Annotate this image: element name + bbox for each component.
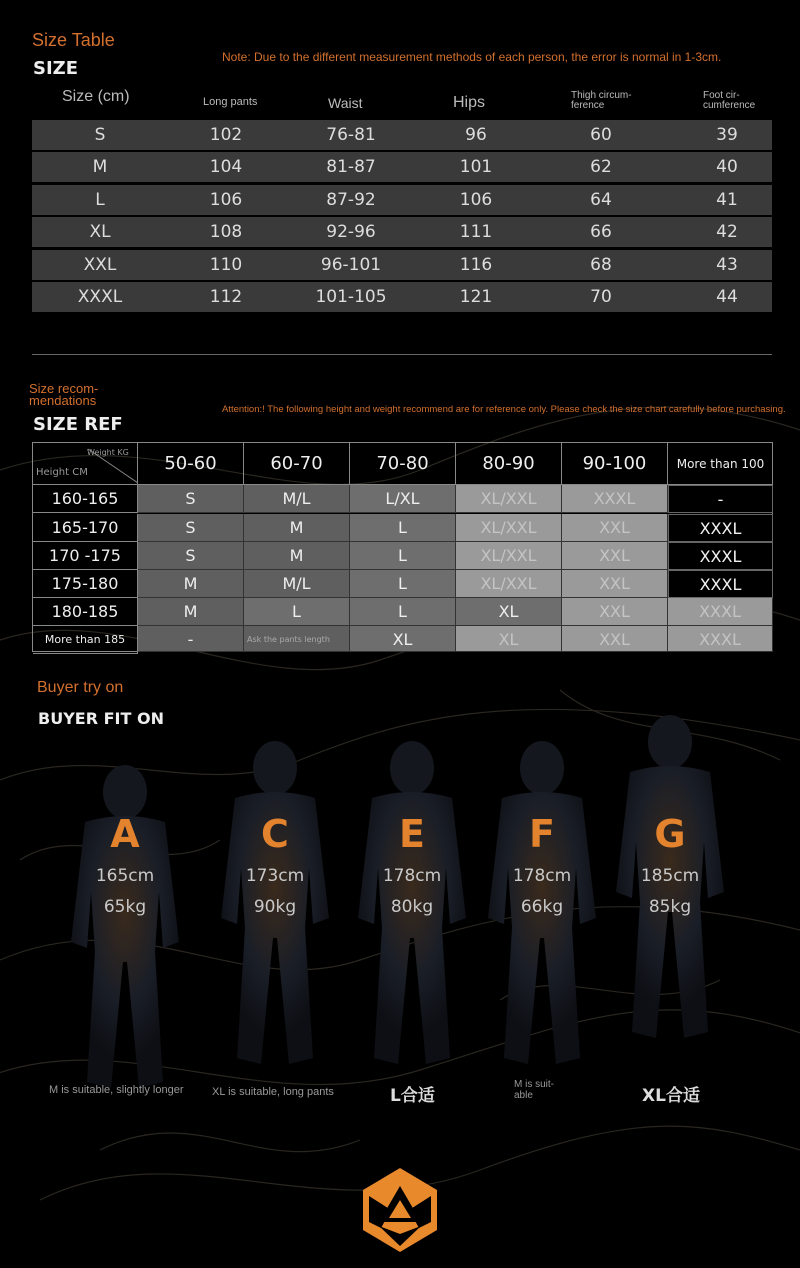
- size-ref-cell: M/L: [244, 570, 350, 598]
- model-fit-note: M is suitable, slightly longer: [49, 1084, 184, 1096]
- buyer-title-cn: Buyer try on: [37, 679, 124, 696]
- size-row: [32, 282, 772, 312]
- size-label: L: [95, 189, 105, 210]
- corner-height: Height CM: [36, 467, 88, 478]
- size-ref-cell: XL/XXL: [456, 570, 562, 598]
- height-row-header: 170 -175: [33, 542, 138, 570]
- size-ref-cell: XL/XXL: [456, 542, 562, 570]
- size-ref-cell: XL: [456, 626, 562, 652]
- model-height: 178cm: [382, 866, 442, 886]
- size-value: 68: [590, 254, 612, 275]
- size-value: 41: [716, 189, 738, 210]
- size-ref-note: Attention:! The following height and weight recommend are for reference only. Please check the size chart carefully before purchasing.: [222, 404, 786, 415]
- model-fit-note: XL is suitable, long pants: [212, 1086, 334, 1098]
- size-ref-cell: XL: [456, 598, 562, 626]
- size-value: 87-92: [326, 189, 376, 210]
- size-row: [32, 120, 772, 150]
- size-label: XXL: [83, 254, 117, 275]
- size-row: [32, 217, 772, 247]
- weight-col-header: 80-90: [456, 443, 562, 485]
- header-foot: Foot cir- cumference: [703, 90, 756, 111]
- size-value: 70: [590, 286, 612, 307]
- size-row: [32, 152, 772, 182]
- size-ref-title-cn: Size recom- mendations: [29, 381, 99, 408]
- size-value: 81-87: [326, 157, 376, 178]
- size-ref-cell: S: [138, 485, 244, 513]
- size-value: 66: [590, 222, 612, 243]
- size-ref-cell: XXXL: [668, 570, 773, 598]
- header-long-pants: Long pants: [203, 96, 258, 108]
- size-table-note: Note: Due to the different measurement methods of each person, the error is normal in 1-3cm.: [222, 50, 722, 64]
- height-row-header: 180-185: [33, 598, 138, 626]
- size-value: 76-81: [326, 125, 376, 145]
- size-value: 43: [716, 254, 738, 275]
- size-value: 102: [209, 125, 243, 145]
- size-ref-cell: XXL: [562, 626, 668, 652]
- size-ref-cell: L: [244, 598, 350, 626]
- model-fit-note: L合适: [390, 1086, 435, 1106]
- size-value: 101-105: [315, 286, 387, 307]
- size-label: XXXL: [77, 286, 123, 307]
- height-row-header: 160-165: [33, 485, 138, 513]
- weight-col-header: 50-60: [138, 443, 244, 485]
- size-ref-cell: L: [350, 598, 456, 626]
- model-height: 173cm: [245, 866, 305, 886]
- size-value: 40: [716, 157, 738, 178]
- size-value: 42: [716, 222, 738, 243]
- size-table-title-cn: Size Table: [32, 30, 115, 50]
- divider: [32, 354, 772, 355]
- size-value: 121: [459, 286, 493, 307]
- size-value: 60: [590, 125, 612, 145]
- size-table-body: [32, 120, 772, 314]
- model-height: 165cm: [95, 866, 155, 886]
- size-ref-cell: XL: [350, 626, 456, 652]
- size-ref-cell: XXXL: [562, 485, 668, 513]
- size-value: 108: [209, 222, 243, 243]
- size-ref-cell: XXXL: [668, 598, 773, 626]
- size-ref-cell: XXXL: [668, 542, 773, 570]
- size-ref-cell: -: [138, 626, 244, 652]
- size-table-title: SIZE: [33, 58, 79, 79]
- model-letter: A: [110, 812, 140, 856]
- size-value: 110: [209, 254, 243, 275]
- model-height: 185cm: [640, 866, 700, 886]
- size-ref-cell: S: [138, 542, 244, 570]
- size-ref-cell: XXL: [562, 542, 668, 570]
- header-hips: Hips: [453, 94, 486, 111]
- size-ref-cell: XL/XXL: [456, 485, 562, 513]
- weight-col-header: 90-100: [562, 443, 668, 485]
- size-ref-cell: L: [350, 542, 456, 570]
- size-value: 44: [716, 286, 738, 307]
- size-ref-cell: Ask the pants length: [244, 626, 350, 652]
- size-value: 106: [459, 189, 493, 210]
- model-fit-note: XL合适: [642, 1086, 700, 1106]
- weight-col-header: More than 100: [668, 443, 773, 485]
- size-ref-cell: XXXL: [668, 626, 773, 652]
- size-ref-cell: M: [244, 514, 350, 542]
- size-value: 111: [459, 222, 493, 243]
- model-weight: 80kg: [390, 897, 434, 917]
- size-ref-cell: L: [350, 570, 456, 598]
- size-label: M: [92, 157, 108, 178]
- size-ref-cell: S: [138, 514, 244, 542]
- size-value: 39: [716, 125, 738, 145]
- weight-col-header: 70-80: [350, 443, 456, 485]
- size-ref-cell: XXL: [562, 598, 668, 626]
- height-row-header: 165-170: [33, 514, 138, 542]
- model-weight: 90kg: [253, 897, 297, 917]
- height-row-header: 175-180: [33, 570, 138, 598]
- size-value: 96-101: [320, 254, 382, 275]
- corner-weight: Weight KG: [87, 448, 129, 457]
- model-weight: 66kg: [520, 897, 564, 917]
- size-ref-title: SIZE REF: [33, 414, 123, 435]
- size-ref-cell: M: [138, 570, 244, 598]
- header-waist: Waist: [328, 95, 363, 111]
- size-ref-cell: M: [244, 542, 350, 570]
- size-value: 62: [590, 157, 612, 178]
- corner-cell: [33, 443, 138, 485]
- model-height: 178cm: [512, 866, 572, 886]
- size-value: 101: [459, 157, 493, 178]
- size-value: 64: [590, 189, 612, 210]
- size-value: 92-96: [326, 222, 376, 243]
- model-weight: 85kg: [648, 897, 692, 917]
- size-ref-cell: XXL: [562, 570, 668, 598]
- size-table-header: [32, 88, 772, 116]
- size-value: 104: [209, 157, 243, 178]
- size-label: S: [94, 125, 106, 145]
- size-ref-cell: M: [138, 598, 244, 626]
- height-row-header: More than 185: [33, 626, 138, 654]
- buyer-title: BUYER FIT ON: [38, 709, 164, 728]
- size-ref-cell: L/XL: [350, 485, 456, 513]
- size-ref-cell: -: [668, 485, 773, 513]
- model-weight: 65kg: [103, 897, 147, 917]
- size-value: 112: [209, 286, 243, 307]
- header-thigh: Thigh circum- ference: [571, 90, 632, 111]
- size-ref-grid: [32, 442, 773, 652]
- model-letter: E: [399, 812, 425, 856]
- size-value: 96: [465, 125, 487, 145]
- size-row: [32, 250, 772, 280]
- size-value: 116: [459, 254, 493, 275]
- size-ref-cell: XXXL: [668, 514, 773, 542]
- size-row: [32, 185, 772, 215]
- size-ref-cell: XL/XXL: [456, 514, 562, 542]
- model-letter: G: [654, 812, 686, 856]
- model-letter: F: [529, 812, 555, 856]
- size-label: XL: [89, 222, 111, 243]
- size-value: 106: [209, 189, 243, 210]
- triangle-logo-icon: [361, 1166, 439, 1254]
- size-ref-cell: L: [350, 514, 456, 542]
- size-ref-cell: M/L: [244, 485, 350, 513]
- model-letter: C: [261, 812, 289, 856]
- weight-col-header: 60-70: [244, 443, 350, 485]
- header-size: Size (cm): [62, 88, 130, 105]
- size-ref-cell: XXL: [562, 514, 668, 542]
- model-fit-note: M is suit- able: [514, 1079, 554, 1101]
